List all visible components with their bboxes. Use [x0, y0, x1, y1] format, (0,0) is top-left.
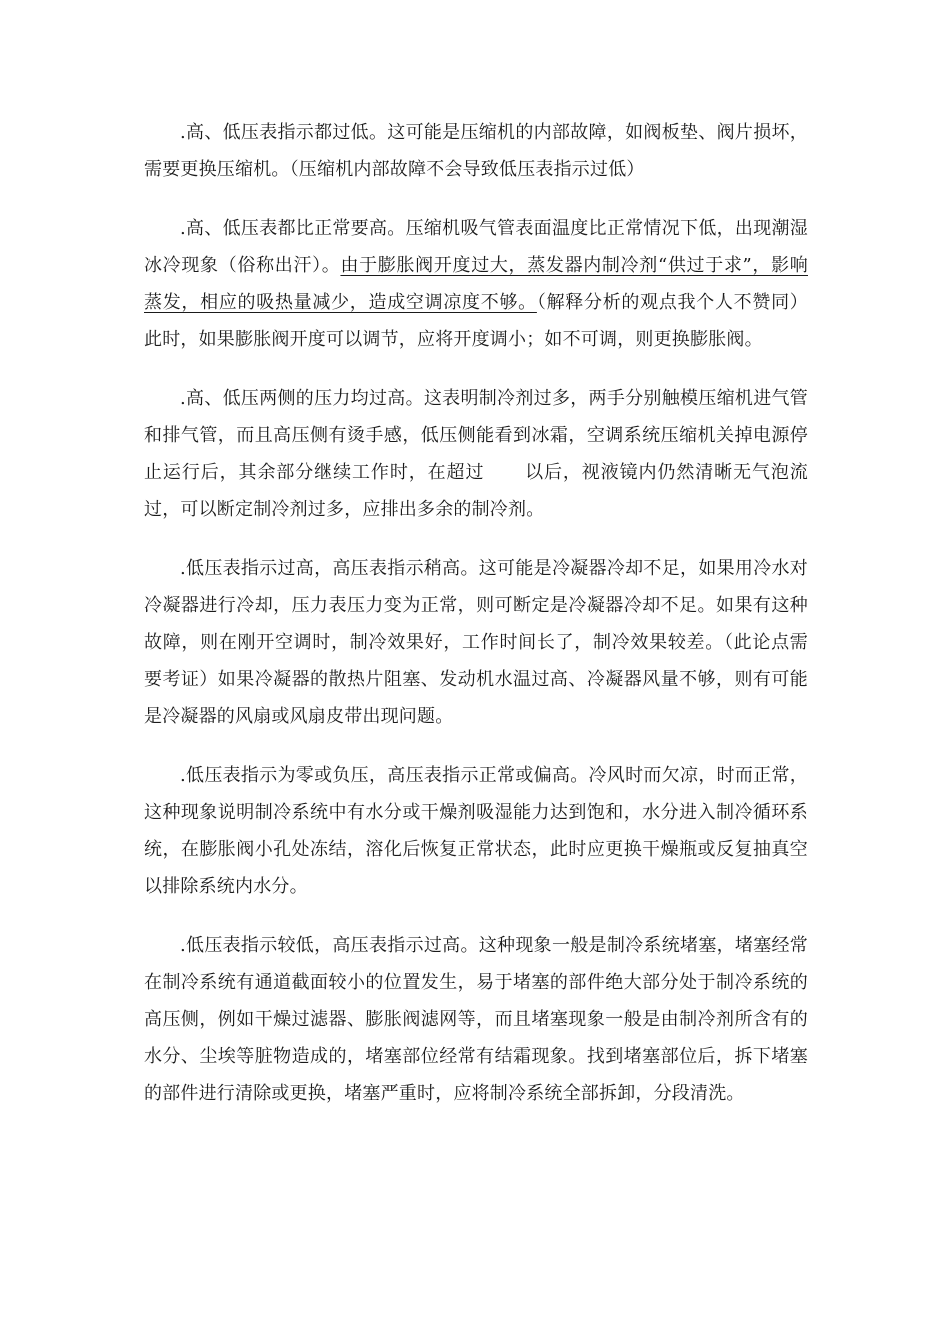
paragraph-6-text: .低压表指示较低，高压表指示过高。这种现象一般是制冷系统堵塞，堵塞经常在制冷系统有通道截面较小的位置发生，易于堵塞的部件绝大部分处于制冷系统的高压侧，例如干燥过滤器、膨胀阀滤网等，而且堵塞现象一般是由制冷剂所含有的水分、尘埃等脏物造成的，堵塞部位经常有结霜现象。找到堵塞部位后，拆下堵塞的部件进行清除或更换，堵塞严重时，应将制冷系统全部拆卸，分段清洗。	[144, 935, 808, 1104]
paragraph-3	[144, 380, 808, 528]
paragraph-4	[144, 550, 808, 735]
paragraph-2	[144, 210, 808, 358]
paragraph-1-text: .高、低压表指示都过低。这可能是压缩机的内部故障，如阀板垫、阀片损坏，需要更换压缩机。（压缩机内部故障不会导致低压表指示过低）	[144, 122, 808, 180]
paragraph-3-text-start: .高、低压两侧的压力均过高。这表明制冷剂过多，两手分别触模压缩机进气管和排气管，而且高压侧有烫手感，低压侧能看到冰霜，空调系统压缩机关掉电源停止运行后，其余部分继续工作时，在超过	[144, 388, 808, 483]
paragraph-2-underlined-text: 由于膨胀阀开度过大，蒸发器内制冷剂“供过于求”，影响蒸发，相应的吸热量减少，造成空调凉度不够。	[144, 255, 808, 313]
paragraph-2-text-end: （解释分析的观点我个人不赞同）此时，如果膨胀阀开度可以调节，应将开度调小；如不可调，则更换膨胀阀。	[144, 292, 809, 350]
document-body	[144, 114, 808, 1134]
paragraph-5-text: .低压表指示为零或负压，高压表指示正常或偏高。冷风时而欠凉，时而正常，这种现象说明制冷系统中有水分或干燥剂吸湿能力达到饱和，水分进入制冷循环系统，在膨胀阀小孔处冻结，溶化后恢复正常状态，此时应更换干燥瓶或反复抽真空以排除系统内水分。	[144, 765, 808, 897]
paragraph-5	[144, 757, 808, 905]
paragraph-4-text: .低压表指示过高，高压表指示稍高。这可能是冷凝器冷却不足，如果用冷水对冷凝器进行冷却，压力表压力变为正常，则可断定是冷凝器冷却不足。如果有这种故障，则在刚开空调时，制冷效果好，工作时间长了，制冷效果较差。（此论点需要考证）如果冷凝器的散热片阻塞、发动机水温过高、冷凝器风量不够，则有可能是冷凝器的风扇或风扇皮带出现问题。	[144, 558, 808, 727]
paragraph-1	[144, 114, 808, 188]
paragraph-3-text-end: 以后，视液镜内仍然清晰无气泡流过，可以断定制冷剂过多，应排出多余的制冷剂。	[144, 462, 808, 520]
paragraph-2-text-start: .高、低压表都比正常要高。压缩机吸气管表面温度比正常情况下低，出现潮湿冰冷现象（俗称出汗）。	[144, 218, 808, 276]
paragraph-6	[144, 927, 808, 1112]
